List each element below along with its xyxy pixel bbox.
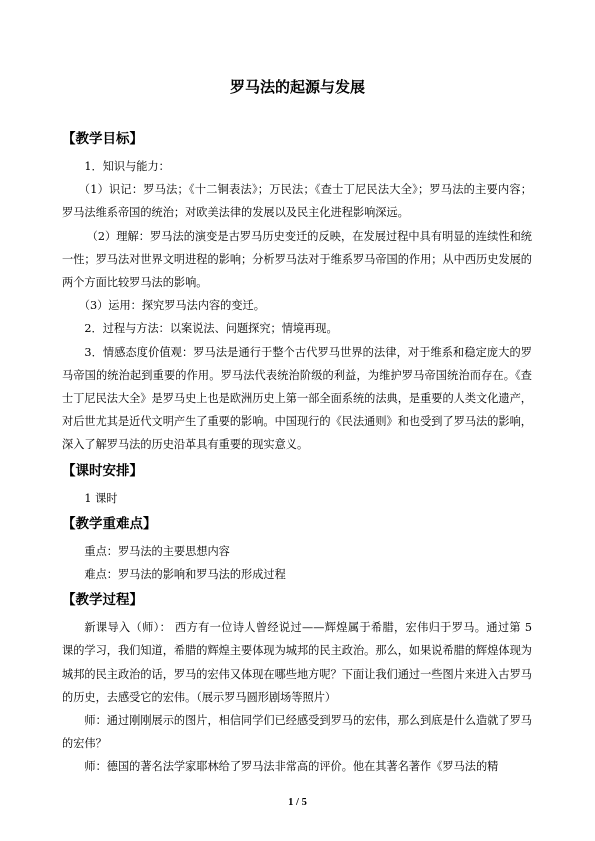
paragraph: （1）识记：罗马法；《十二铜表法》；万民法；《查士丁尼民法大全》；罗马法的主要内容；罗马法维系帝国的统治；对欧美法律的发展以及民主化进程影响深远。 bbox=[62, 183, 532, 220]
paragraph: 3．情感态度价值观：罗马法是通行于整个古代罗马世界的法律，对于维系和稳定庞大的罗马帝国的统治起到重要的作用。罗马法代表统治阶级的利益，为维护罗马帝国统治而存在。《查士丁尼民法大全》是罗马史上也是欧洲历史上第一部全面系统的法典，是重要的人类文化遗产，对后世尤其是近代文明产生了重要的影响。中国现行的《民法通则》和也受到了罗马法的影响，深入了解罗马法的历史沿革具有重要的现实意义。 bbox=[62, 345, 532, 452]
section-heading: 【教学过程】 bbox=[62, 592, 143, 609]
page-number: 1 / 5 bbox=[288, 797, 307, 808]
paragraph: 师：通过刚刚展示的图片，相信同学们已经感受到罗马的宏伟，那么到底是什么造就了罗马的宏伟？ bbox=[62, 714, 532, 751]
paragraph: （3）运用：探究罗马法内容的变迁。 bbox=[78, 299, 265, 313]
paragraph: 2．过程与方法：以案说法、问题探究；情境再现。 bbox=[84, 322, 338, 336]
paragraph: （2）理解：罗马法的演变是古罗马历史变迁的反映，在发展过程中具有明显的连续性和统一性；罗马法对世界文明进程的影响；分析罗马法对于维系罗马帝国的作用；从中西历史发展的两个方面比较罗马法的影响。 bbox=[62, 229, 532, 290]
paragraph: 师：德国的著名法学家耶林给了罗马法非常高的评价。他在其著名著作《罗马法的精 bbox=[84, 760, 499, 774]
paragraph: 新课导入（师）： 西方有一位诗人曾经说过——辉煌属于希腊，宏伟归于罗马。通过第 5 课的学习，我们知道，希腊的辉煌主要体现为城邦的民主政治。那么，如果说希腊的辉煌体现为城邦的民主政治的话，罗马的宏伟又体现在哪些地方呢？下面让我们通过一些图片来进入古罗马的历史，去感受它的宏伟。（展示罗马圆形剧场等照片） bbox=[62, 621, 532, 704]
section-heading: 【课时安排】 bbox=[62, 462, 143, 479]
paragraph: 难点：罗马法的影响和罗马法的形成过程 bbox=[84, 568, 286, 582]
paragraph: 1．知识与能力： bbox=[84, 160, 170, 173]
document-title: 罗马法的起源与发展 bbox=[229, 78, 365, 96]
document-body bbox=[62, 125, 532, 779]
section-heading: 【教学重难点】 bbox=[62, 515, 157, 532]
paragraph: 重点：罗马法的主要思想内容 bbox=[84, 544, 230, 558]
paragraph: 1 课时 bbox=[84, 491, 118, 505]
section-class-schedule bbox=[62, 461, 532, 510]
section-teaching-process bbox=[62, 590, 532, 778]
section-heading: 【教学目标】 bbox=[62, 131, 143, 147]
section-key-points bbox=[62, 514, 532, 586]
section-teaching-objectives bbox=[62, 129, 532, 457]
